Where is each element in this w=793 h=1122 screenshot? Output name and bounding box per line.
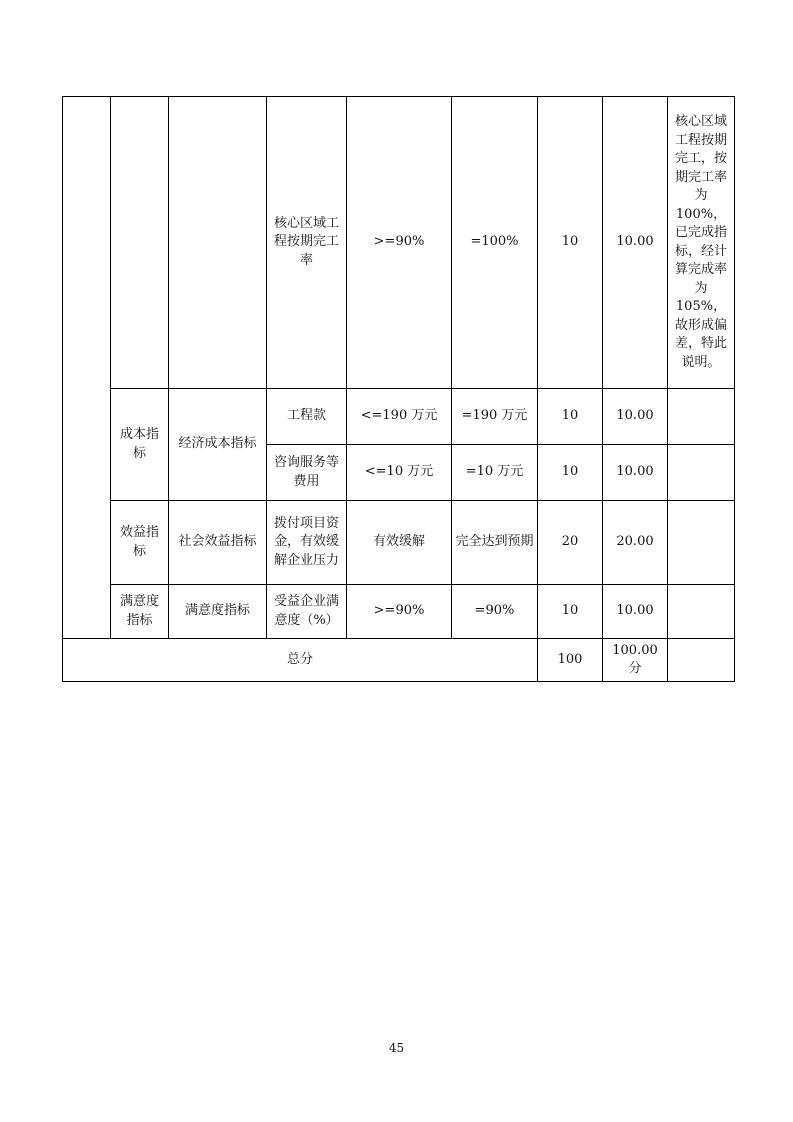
level3-cell: [169, 97, 267, 389]
level2-cell: 效益指标: [111, 501, 169, 585]
total-weight: 100: [538, 639, 603, 682]
note-cell: [668, 445, 735, 501]
table-row: [63, 585, 735, 639]
target-cell: <=10 万元: [347, 445, 452, 501]
total-row: [63, 639, 735, 682]
indicator-cell: 咨询服务等费用: [267, 445, 347, 501]
weight-cell: 20: [538, 501, 603, 585]
weight-cell: 10: [538, 389, 603, 445]
target-cell: <=190 万元: [347, 389, 452, 445]
note-cell: [668, 389, 735, 445]
level3-cell: 社会效益指标: [169, 501, 267, 585]
level3-cell: 经济成本指标: [169, 389, 267, 501]
total-score: 100.00分: [603, 639, 668, 682]
score-cell: 10.00: [603, 445, 668, 501]
target-cell: >=90%: [347, 97, 452, 389]
target-cell: 有效缓解: [347, 501, 452, 585]
score-cell: 10.00: [603, 389, 668, 445]
performance-table: [62, 96, 735, 682]
score-cell: 10.00: [603, 585, 668, 639]
indicator-cell: 工程款: [267, 389, 347, 445]
level3-cell: 满意度指标: [169, 585, 267, 639]
actual-cell: =190 万元: [452, 389, 538, 445]
total-note: [668, 639, 735, 682]
level2-cell: 满意度指标: [111, 585, 169, 639]
total-label: 总分: [63, 639, 538, 682]
actual-cell: =90%: [452, 585, 538, 639]
actual-cell: =100%: [452, 97, 538, 389]
weight-cell: 10: [538, 97, 603, 389]
level1-cell: [63, 97, 111, 639]
level2-cell: 成本指标: [111, 389, 169, 501]
weight-cell: 10: [538, 585, 603, 639]
indicator-cell: 受益企业满意度（%）: [267, 585, 347, 639]
page-number: 45: [388, 1041, 405, 1055]
indicator-cell: 核心区域工程按期完工率: [267, 97, 347, 389]
weight-cell: 10: [538, 445, 603, 501]
note-cell: [668, 501, 735, 585]
note-cell: 核心区域工程按期完工，按期完工率为100%，已完成指标，经计算完成率为105%，故形成偏差，特此说明。: [668, 97, 735, 389]
actual-cell: 完全达到预期: [452, 501, 538, 585]
level2-cell: [111, 97, 169, 389]
table-row: [63, 389, 735, 445]
table-row: [63, 501, 735, 585]
score-cell: 10.00: [603, 97, 668, 389]
indicator-cell: 拨付项目资金，有效缓解企业压力: [267, 501, 347, 585]
note-cell: [668, 585, 735, 639]
actual-cell: =10 万元: [452, 445, 538, 501]
score-cell: 20.00: [603, 501, 668, 585]
target-cell: >=90%: [347, 585, 452, 639]
table-row: [63, 97, 735, 389]
